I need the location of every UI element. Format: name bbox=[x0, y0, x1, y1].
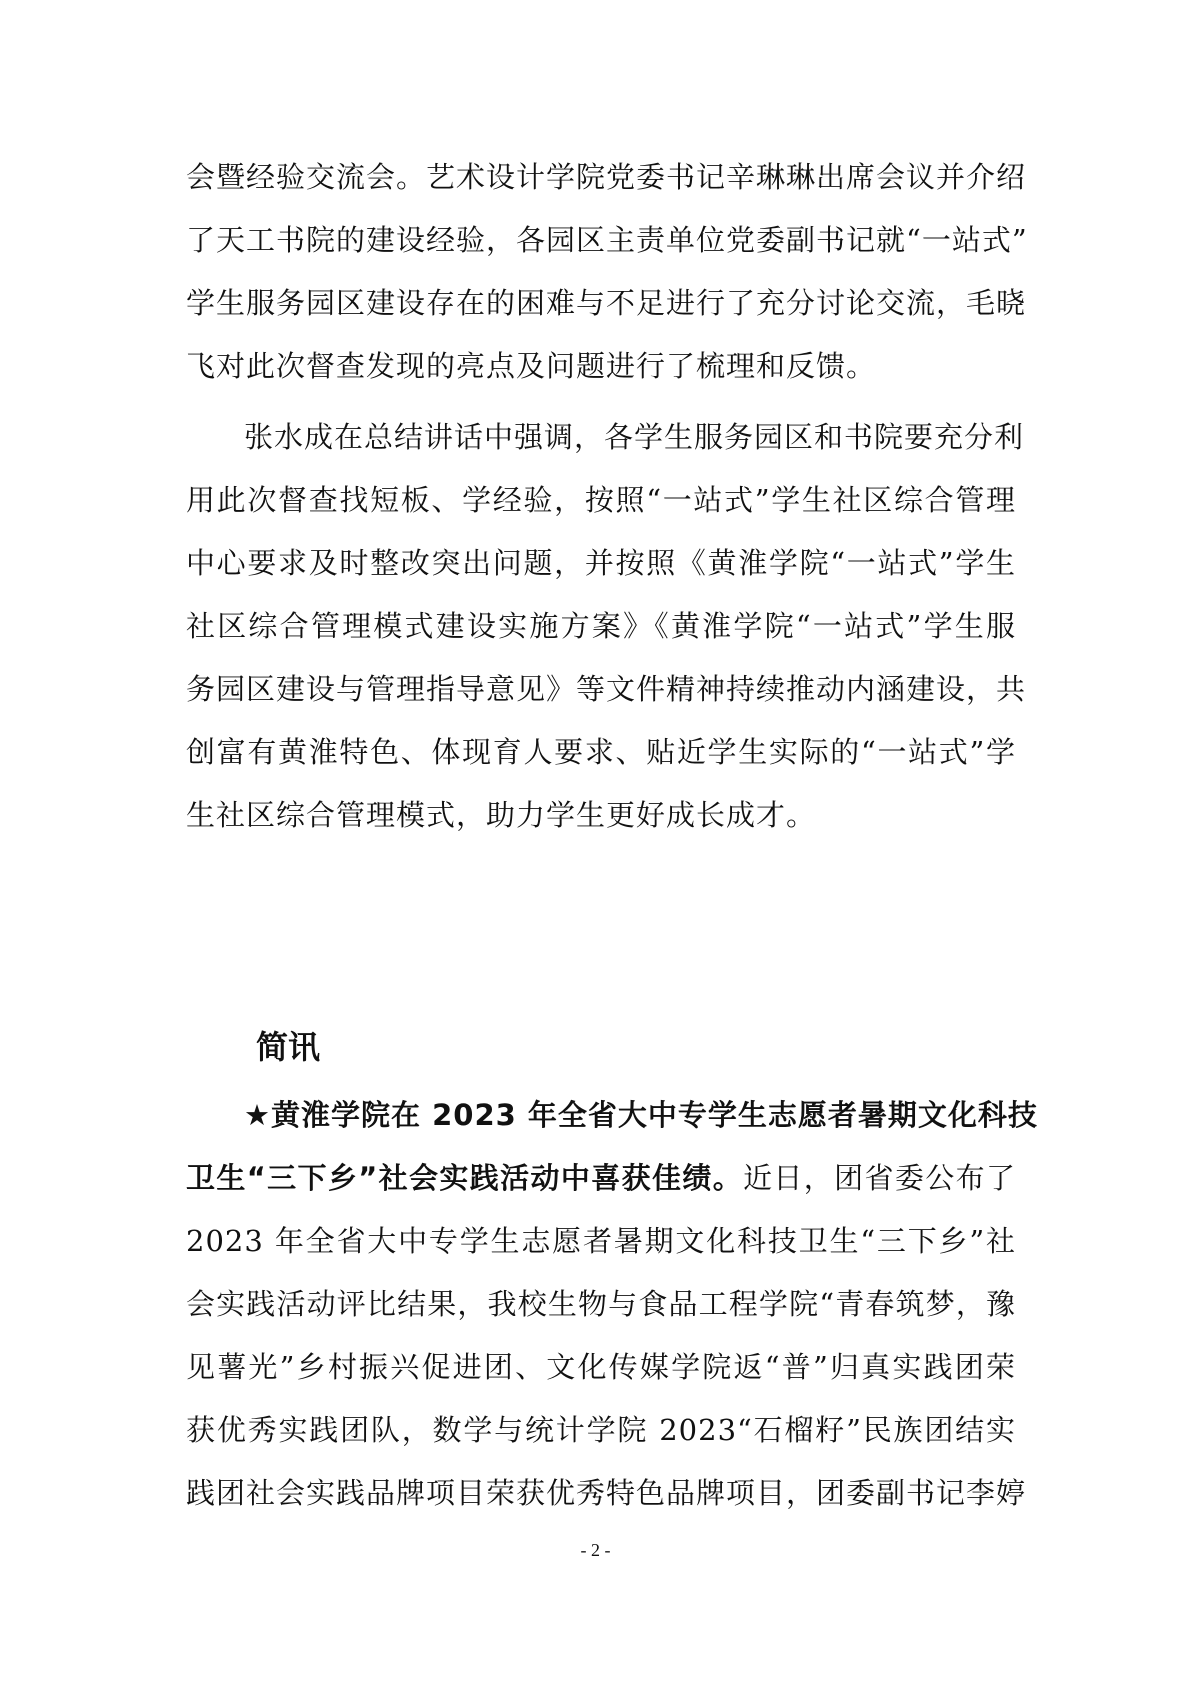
section-title: 简讯 bbox=[256, 1028, 321, 1066]
paragraph-line: 学生服务园区建设存在的困难与不足进行了充分讨论交流，毛晓 bbox=[186, 286, 1027, 320]
paragraph-line: 飞对此次督查发现的亮点及问题进行了梳理和反馈。 bbox=[186, 349, 877, 383]
paragraph-line: 创富有黄淮特色、体现育人要求、贴近学生实际的“一站式”学 bbox=[186, 735, 1016, 769]
paragraph-line: 中心要求及时整改突出问题，并按照《黄淮学院“一站式”学生 bbox=[186, 546, 1016, 580]
news-line: 获优秀实践团队，数学与统计学院 2023“石榴籽”民族团结实 bbox=[186, 1413, 1016, 1447]
news-line: 会实践活动评比结果，我校生物与食品工程学院“青春筑梦，豫 bbox=[186, 1287, 1016, 1321]
news-text: 近日，团省委公布了 bbox=[743, 1161, 1016, 1195]
paragraph-line: 会暨经验交流会。艺术设计学院党委书记辛琳琳出席会议并介绍 bbox=[186, 160, 1027, 194]
news-line: 践团社会实践品牌项目荣获优秀特色品牌项目，团委副书记李婷 bbox=[186, 1476, 1027, 1510]
page-number: - 2 - bbox=[580, 1540, 611, 1560]
news-line: 2023 年全省大中专学生志愿者暑期文化科技卫生“三下乡”社 bbox=[186, 1224, 1016, 1258]
paragraph-2 bbox=[186, 406, 1027, 847]
news-line: 见薯光”乡村振兴促进团、文化传媒学院返“普”归真实践团荣 bbox=[186, 1350, 1016, 1384]
news-item bbox=[186, 1084, 1038, 1525]
paragraph-1 bbox=[186, 146, 1028, 398]
paragraph-line: 社区综合管理模式建设实施方案》《黄淮学院“一站式”学生服 bbox=[186, 609, 1016, 643]
news-line bbox=[186, 1147, 1016, 1210]
paragraph-line: 生社区综合管理模式，助力学生更好成长成才。 bbox=[186, 798, 817, 832]
news-headline-line: ★黄淮学院在 2023 年全省大中专学生志愿者暑期文化科技 bbox=[244, 1098, 1038, 1132]
news-headline-end: 卫生“三下乡”社会实践活动中喜获佳绩。 bbox=[186, 1161, 744, 1195]
paragraph-line: 用此次督查找短板、学经验，按照“一站式”学生社区综合管理 bbox=[186, 483, 1016, 517]
paragraph-line: 张水成在总结讲话中强调，各学生服务园区和书院要充分利 bbox=[244, 420, 1025, 454]
paragraph-line: 务园区建设与管理指导意见》等文件精神持续推动内涵建设，共 bbox=[186, 672, 1027, 706]
paragraph-line: 了天工书院的建设经验，各园区主责单位党委副书记就“一站式” bbox=[186, 223, 1028, 257]
